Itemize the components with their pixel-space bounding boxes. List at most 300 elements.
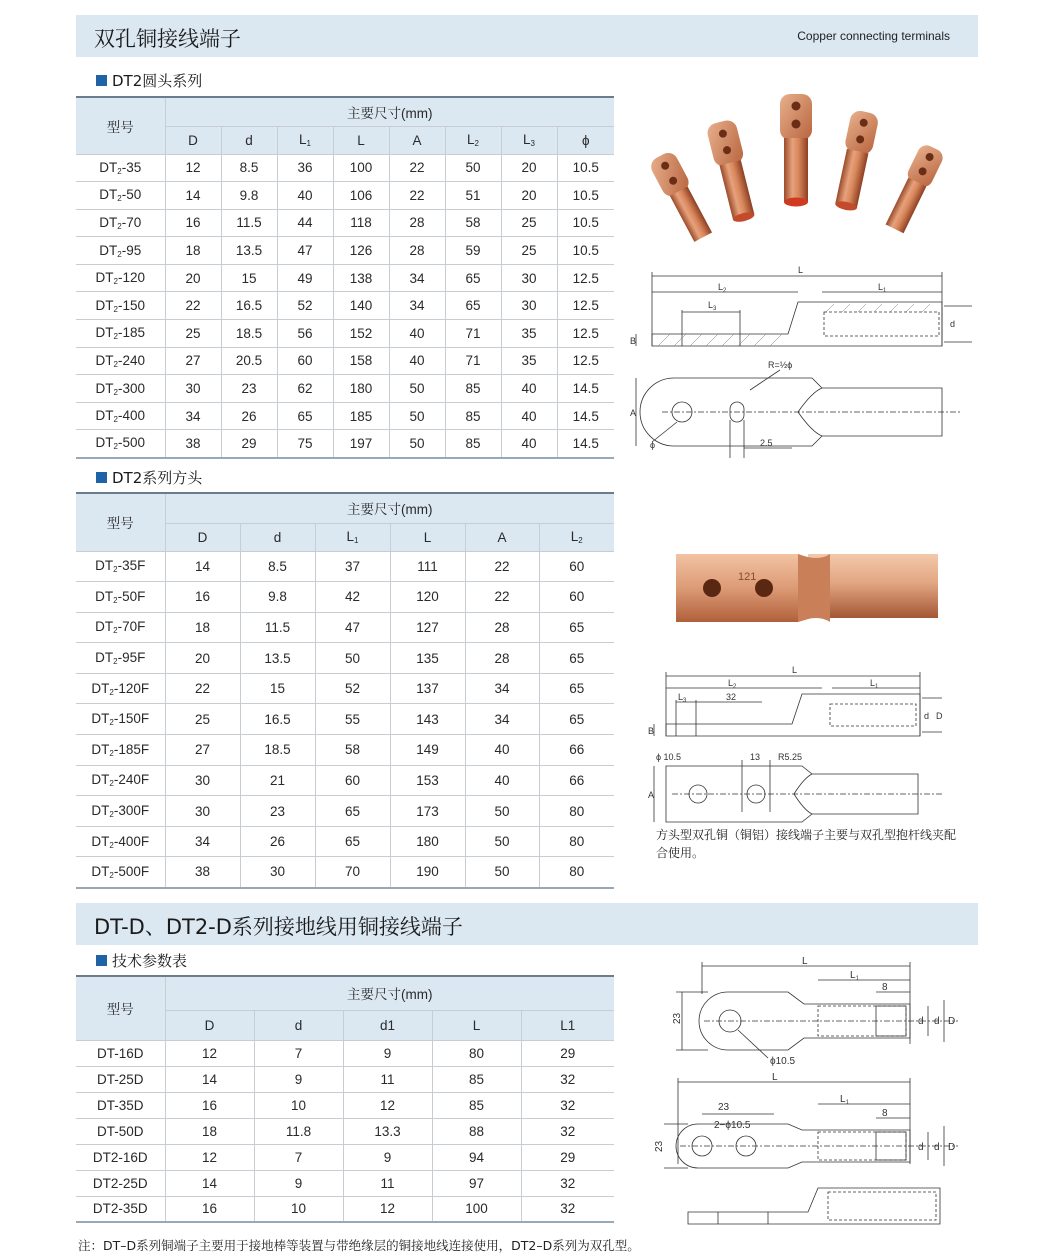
table-row — [76, 1144, 614, 1170]
label-8-2: 8 — [882, 1108, 888, 1119]
header-main-dimensions: 主要尺寸(mm) — [165, 493, 614, 523]
value-cell: 18 — [165, 612, 240, 643]
table-row — [76, 264, 614, 292]
value-cell: 100 — [333, 154, 389, 182]
value-cell: 14 — [165, 1170, 254, 1196]
section-banner-grounding-terminals — [76, 903, 978, 945]
label-L-2: L — [772, 1072, 778, 1083]
terminal-1 — [648, 149, 716, 243]
value-cell: 27 — [165, 347, 221, 375]
value-cell: 65 — [315, 796, 390, 827]
value-cell: 26 — [240, 826, 315, 857]
table-row — [76, 857, 614, 888]
column-header: d1 — [343, 1010, 432, 1040]
value-cell: 49 — [277, 264, 333, 292]
model-cell: DT-50D — [76, 1118, 165, 1144]
value-cell: 9 — [343, 1040, 432, 1066]
value-cell: 50 — [389, 430, 445, 458]
label-A: A — [630, 408, 637, 418]
value-cell: 65 — [445, 264, 501, 292]
model-cell: $DT_2-95F$ — [76, 643, 165, 674]
value-cell: 59 — [445, 237, 501, 265]
column-header: d — [240, 523, 315, 551]
value-cell: 16.5 — [221, 292, 277, 320]
label-d: d — [924, 711, 930, 721]
model-cell: $DT_2-95$ — [76, 237, 165, 265]
label-L2: $L_2$ — [728, 678, 737, 690]
value-cell: 60 — [277, 347, 333, 375]
value-cell: 12.5 — [557, 292, 614, 320]
model-cell: $DT_2-70$ — [76, 209, 165, 237]
value-cell: 50 — [389, 375, 445, 403]
header-main-dimensions: 主要尺寸(mm) — [165, 976, 614, 1010]
square-series-heading — [96, 467, 202, 488]
value-cell: 20.5 — [221, 347, 277, 375]
square-terminal-photo — [668, 548, 948, 628]
value-cell: 138 — [333, 264, 389, 292]
value-cell: 30 — [501, 264, 557, 292]
section-title: 双孔铜接线端子 — [94, 27, 241, 51]
value-cell: 40 — [501, 430, 557, 458]
label-L3: $L_3$ — [678, 692, 687, 704]
value-cell: 52 — [277, 292, 333, 320]
value-cell: 65 — [277, 402, 333, 430]
table-row — [76, 320, 614, 348]
value-cell: 11 — [343, 1170, 432, 1196]
table-row — [76, 347, 614, 375]
value-cell: 16.5 — [240, 704, 315, 735]
value-cell: 135 — [390, 643, 465, 674]
value-cell: 58 — [445, 209, 501, 237]
value-cell: 60 — [315, 765, 390, 796]
ground-series-heading — [96, 950, 187, 971]
value-cell: 25 — [165, 320, 221, 348]
square-bullet-icon — [96, 75, 107, 86]
value-cell: 9.8 — [240, 582, 315, 613]
column-header: L1 — [521, 1010, 614, 1040]
table-row — [76, 735, 614, 766]
label-L: L — [802, 956, 808, 967]
value-cell: 12 — [343, 1092, 432, 1118]
value-cell: 14.5 — [557, 375, 614, 403]
section-subtitle: Copper connecting terminals — [797, 29, 950, 43]
model-cell: $DT_2-185F$ — [76, 735, 165, 766]
value-cell: 15 — [240, 673, 315, 704]
value-cell: 85 — [445, 402, 501, 430]
label-r5-25: R5.25 — [778, 752, 803, 762]
label-L1: $L_1$ — [850, 970, 859, 982]
value-cell: 40 — [501, 375, 557, 403]
value-cell: 28 — [465, 643, 539, 674]
value-cell: 18.5 — [221, 320, 277, 348]
value-cell: 30 — [240, 857, 315, 888]
square-series-note: 方头型双孔铜（铜铝）接线端子主要与双孔型抱杆线夹配合使用。 — [656, 828, 957, 860]
table-row — [76, 796, 614, 827]
table-row — [76, 209, 614, 237]
column-header: L — [432, 1010, 521, 1040]
label-D: D — [936, 711, 943, 721]
square-series-heading-text: DT2系列方头 — [112, 469, 203, 487]
value-cell: 7 — [254, 1144, 343, 1170]
value-cell: 12 — [165, 1040, 254, 1066]
value-cell: 30 — [165, 375, 221, 403]
model-cell: $DT_2-150F$ — [76, 704, 165, 735]
value-cell: 42 — [315, 582, 390, 613]
round-series-table — [76, 96, 614, 459]
table-row — [76, 154, 614, 182]
label-L1-2: $L_1$ — [840, 1094, 849, 1106]
value-cell: 94 — [432, 1144, 521, 1170]
label-2phi105: 2−ϕ10.5 — [714, 1120, 751, 1131]
value-cell: 28 — [389, 209, 445, 237]
table-row — [76, 704, 614, 735]
table-row — [76, 1066, 614, 1092]
value-cell: 40 — [501, 402, 557, 430]
value-cell: 34 — [465, 673, 539, 704]
value-cell: 38 — [165, 430, 221, 458]
model-cell: $DT_2-240$ — [76, 347, 165, 375]
value-cell: 58 — [315, 735, 390, 766]
label-d: d — [950, 319, 956, 329]
value-cell: 20 — [165, 643, 240, 674]
value-cell: 50 — [445, 154, 501, 182]
model-cell: $DT_2-50$ — [76, 182, 165, 210]
value-cell: 153 — [390, 765, 465, 796]
value-cell: 71 — [445, 347, 501, 375]
value-cell: 7 — [254, 1040, 343, 1066]
value-cell: 10.5 — [557, 237, 614, 265]
ground-series-heading-text: 技术参数表 — [112, 952, 188, 970]
value-cell: 50 — [465, 857, 539, 888]
value-cell: 180 — [333, 375, 389, 403]
label-L3: $L_3$ — [708, 300, 717, 312]
round-terminals-photo — [640, 86, 960, 258]
model-cell: $DT_2-120F$ — [76, 673, 165, 704]
header-main-dimensions: 主要尺寸(mm) — [165, 97, 614, 126]
column-header: $L_3$ — [501, 126, 557, 154]
value-cell: 20 — [501, 182, 557, 210]
label-radius: R=½ϕ — [768, 360, 793, 370]
value-cell: 60 — [539, 551, 614, 582]
value-cell: 56 — [277, 320, 333, 348]
value-cell: 29 — [521, 1144, 614, 1170]
value-cell: 51 — [445, 182, 501, 210]
value-cell: 36 — [277, 154, 333, 182]
table-row — [76, 826, 614, 857]
column-header: $L_2$ — [445, 126, 501, 154]
table-row — [76, 182, 614, 210]
column-header: A — [465, 523, 539, 551]
label-phi105: ϕ10.5 — [770, 1056, 796, 1067]
value-cell: 40 — [389, 320, 445, 348]
value-cell: 44 — [277, 209, 333, 237]
value-cell: 137 — [390, 673, 465, 704]
value-cell: 11.5 — [240, 612, 315, 643]
value-cell: 35 — [501, 320, 557, 348]
value-cell: 185 — [333, 402, 389, 430]
value-cell: 32 — [521, 1066, 614, 1092]
value-cell: 16 — [165, 1196, 254, 1222]
value-cell: 9.8 — [221, 182, 277, 210]
value-cell: 50 — [389, 402, 445, 430]
value-cell: 40 — [277, 182, 333, 210]
model-cell: DT2-25D — [76, 1170, 165, 1196]
value-cell: 18 — [165, 1118, 254, 1144]
value-cell: 8.5 — [240, 551, 315, 582]
section-banner-copper-terminals — [76, 15, 978, 57]
value-cell: 47 — [277, 237, 333, 265]
value-cell: 27 — [165, 735, 240, 766]
round-series-heading-text: DT2圆头系列 — [112, 72, 203, 90]
value-cell: 62 — [277, 375, 333, 403]
value-cell: 21 — [240, 765, 315, 796]
model-cell: $DT_2-400$ — [76, 402, 165, 430]
value-cell: 10 — [254, 1196, 343, 1222]
value-cell: 18.5 — [240, 735, 315, 766]
value-cell: 16 — [165, 209, 221, 237]
label-d1-2: d — [934, 1142, 940, 1153]
table-row — [76, 1196, 614, 1222]
column-header: d — [221, 126, 277, 154]
value-cell: 47 — [315, 612, 390, 643]
value-cell: 40 — [465, 765, 539, 796]
value-cell: 9 — [254, 1170, 343, 1196]
label-32: 32 — [726, 692, 737, 702]
value-cell: 34 — [165, 826, 240, 857]
label-phi-10-5: ϕ 10.5 — [656, 752, 682, 762]
label-13: 13 — [750, 752, 761, 762]
label-L1: $L_1$ — [870, 678, 879, 690]
value-cell: 106 — [333, 182, 389, 210]
value-cell: 143 — [390, 704, 465, 735]
value-cell: 80 — [539, 796, 614, 827]
value-cell: 66 — [539, 735, 614, 766]
header-model: 型号 — [76, 493, 165, 551]
value-cell: 23 — [240, 796, 315, 827]
table-row — [76, 237, 614, 265]
value-cell: 111 — [390, 551, 465, 582]
value-cell: 20 — [501, 154, 557, 182]
table-row — [76, 430, 614, 458]
model-cell: DT2-35D — [76, 1196, 165, 1222]
value-cell: 12.5 — [557, 320, 614, 348]
table-row — [76, 402, 614, 430]
label-d1: d — [934, 1016, 940, 1027]
value-cell: 71 — [445, 320, 501, 348]
label-B: B — [648, 726, 655, 736]
value-cell: 85 — [445, 375, 501, 403]
value-cell: 34 — [165, 402, 221, 430]
value-cell: 14.5 — [557, 430, 614, 458]
value-cell: 25 — [165, 704, 240, 735]
value-cell: 23 — [221, 375, 277, 403]
value-cell: 22 — [165, 292, 221, 320]
label-L1: $L_1$ — [878, 282, 887, 294]
value-cell: 65 — [539, 612, 614, 643]
value-cell: 30 — [501, 292, 557, 320]
value-cell: 120 — [390, 582, 465, 613]
header-model: 型号 — [76, 97, 165, 154]
value-cell: 126 — [333, 237, 389, 265]
label-2-5: 2.5 — [760, 438, 773, 448]
value-cell: 32 — [521, 1092, 614, 1118]
value-cell: 30 — [165, 796, 240, 827]
value-cell: 85 — [432, 1066, 521, 1092]
value-cell: 22 — [465, 582, 539, 613]
value-cell: 34 — [389, 264, 445, 292]
value-cell: 22 — [389, 154, 445, 182]
value-cell: 30 — [165, 765, 240, 796]
column-header: $L_1$ — [315, 523, 390, 551]
model-cell: $DT_2-400F$ — [76, 826, 165, 857]
column-header: $L_2$ — [539, 523, 614, 551]
value-cell: 28 — [389, 237, 445, 265]
value-cell: 190 — [390, 857, 465, 888]
column-header: L — [333, 126, 389, 154]
value-cell: 10.5 — [557, 154, 614, 182]
table-row — [76, 582, 614, 613]
header-model: 型号 — [76, 976, 165, 1040]
table-body — [76, 154, 614, 458]
table-row — [76, 673, 614, 704]
label-23-2: 23 — [718, 1102, 730, 1113]
model-cell: DT-16D — [76, 1040, 165, 1066]
table-row — [76, 1092, 614, 1118]
value-cell: 85 — [432, 1092, 521, 1118]
value-cell: 70 — [315, 857, 390, 888]
square-bullet-icon — [96, 472, 107, 483]
table-row — [76, 375, 614, 403]
table-row — [76, 643, 614, 674]
model-cell: $DT_2-150$ — [76, 292, 165, 320]
label-A: A — [648, 790, 655, 800]
value-cell: 22 — [165, 673, 240, 704]
table-row — [76, 765, 614, 796]
column-header: ϕ — [557, 126, 614, 154]
table-row — [76, 1170, 614, 1196]
value-cell: 66 — [539, 765, 614, 796]
value-cell: 14 — [165, 182, 221, 210]
value-cell: 75 — [277, 430, 333, 458]
label-8: 8 — [882, 982, 888, 993]
model-cell: DT-25D — [76, 1066, 165, 1092]
label-B: B — [630, 336, 637, 346]
model-cell: $DT_2-120$ — [76, 264, 165, 292]
value-cell: 65 — [539, 643, 614, 674]
model-cell: $DT_2-500F$ — [76, 857, 165, 888]
label-d: d — [918, 1016, 924, 1027]
value-cell: 28 — [465, 612, 539, 643]
table-body — [76, 1040, 614, 1222]
value-cell: 118 — [333, 209, 389, 237]
column-header: D — [165, 126, 221, 154]
round-series-heading — [96, 70, 202, 91]
model-cell: $DT_2-70F$ — [76, 612, 165, 643]
value-cell: 85 — [445, 430, 501, 458]
table-row — [76, 1118, 614, 1144]
value-cell: 13.3 — [343, 1118, 432, 1144]
value-cell: 65 — [315, 826, 390, 857]
table-row — [76, 292, 614, 320]
value-cell: 20 — [165, 264, 221, 292]
column-header: D — [165, 1010, 254, 1040]
label-D-2: D — [948, 1142, 956, 1153]
value-cell: 29 — [221, 430, 277, 458]
round-terminal-drawing — [622, 262, 972, 462]
column-header: D — [165, 523, 240, 551]
model-cell: $DT_2-500$ — [76, 430, 165, 458]
model-cell: $DT_2-300F$ — [76, 796, 165, 827]
value-cell: 9 — [254, 1066, 343, 1092]
table-row — [76, 612, 614, 643]
value-cell: 32 — [521, 1196, 614, 1222]
value-cell: 40 — [465, 735, 539, 766]
value-cell: 65 — [539, 673, 614, 704]
value-cell: 16 — [165, 582, 240, 613]
model-cell: DT2-16D — [76, 1144, 165, 1170]
value-cell: 9 — [343, 1144, 432, 1170]
value-cell: 127 — [390, 612, 465, 643]
svg-text:121: 121 — [738, 571, 757, 583]
value-cell: 12.5 — [557, 264, 614, 292]
column-header: d — [254, 1010, 343, 1040]
label-D: D — [948, 1016, 956, 1027]
table-body — [76, 551, 614, 888]
value-cell: 35 — [501, 347, 557, 375]
value-cell: 22 — [465, 551, 539, 582]
terminal-3 — [780, 94, 812, 207]
label-phi: ϕ — [650, 440, 656, 450]
grounding-terminal-drawings — [654, 954, 968, 1230]
value-cell: 60 — [539, 582, 614, 613]
value-cell: 50 — [465, 796, 539, 827]
model-cell: $DT_2-35F$ — [76, 551, 165, 582]
section-title: DT-D、DT2-D系列接地线用铜接线端子 — [94, 915, 463, 939]
value-cell: 25 — [501, 237, 557, 265]
column-header: L — [390, 523, 465, 551]
value-cell: 12 — [165, 1144, 254, 1170]
value-cell: 34 — [465, 704, 539, 735]
column-header: $L_1$ — [277, 126, 333, 154]
model-cell: $DT_2-300$ — [76, 375, 165, 403]
value-cell: 37 — [315, 551, 390, 582]
value-cell: 8.5 — [221, 154, 277, 182]
value-cell: 29 — [521, 1040, 614, 1066]
value-cell: 38 — [165, 857, 240, 888]
value-cell: 52 — [315, 673, 390, 704]
value-cell: 100 — [432, 1196, 521, 1222]
value-cell: 32 — [521, 1170, 614, 1196]
value-cell: 13.5 — [240, 643, 315, 674]
value-cell: 10.5 — [557, 182, 614, 210]
value-cell: 149 — [390, 735, 465, 766]
value-cell: 11 — [343, 1066, 432, 1092]
label-d-2: d — [918, 1142, 924, 1153]
value-cell: 80 — [539, 826, 614, 857]
value-cell: 14.5 — [557, 402, 614, 430]
value-cell: 11.5 — [221, 209, 277, 237]
value-cell: 25 — [501, 209, 557, 237]
model-cell: DT-35D — [76, 1092, 165, 1118]
square-bullet-icon — [96, 955, 107, 966]
value-cell: 12 — [165, 154, 221, 182]
value-cell: 197 — [333, 430, 389, 458]
value-cell: 65 — [445, 292, 501, 320]
value-cell: 152 — [333, 320, 389, 348]
value-cell: 34 — [389, 292, 445, 320]
square-series-table — [76, 492, 614, 889]
model-cell: $DT_2-185$ — [76, 320, 165, 348]
